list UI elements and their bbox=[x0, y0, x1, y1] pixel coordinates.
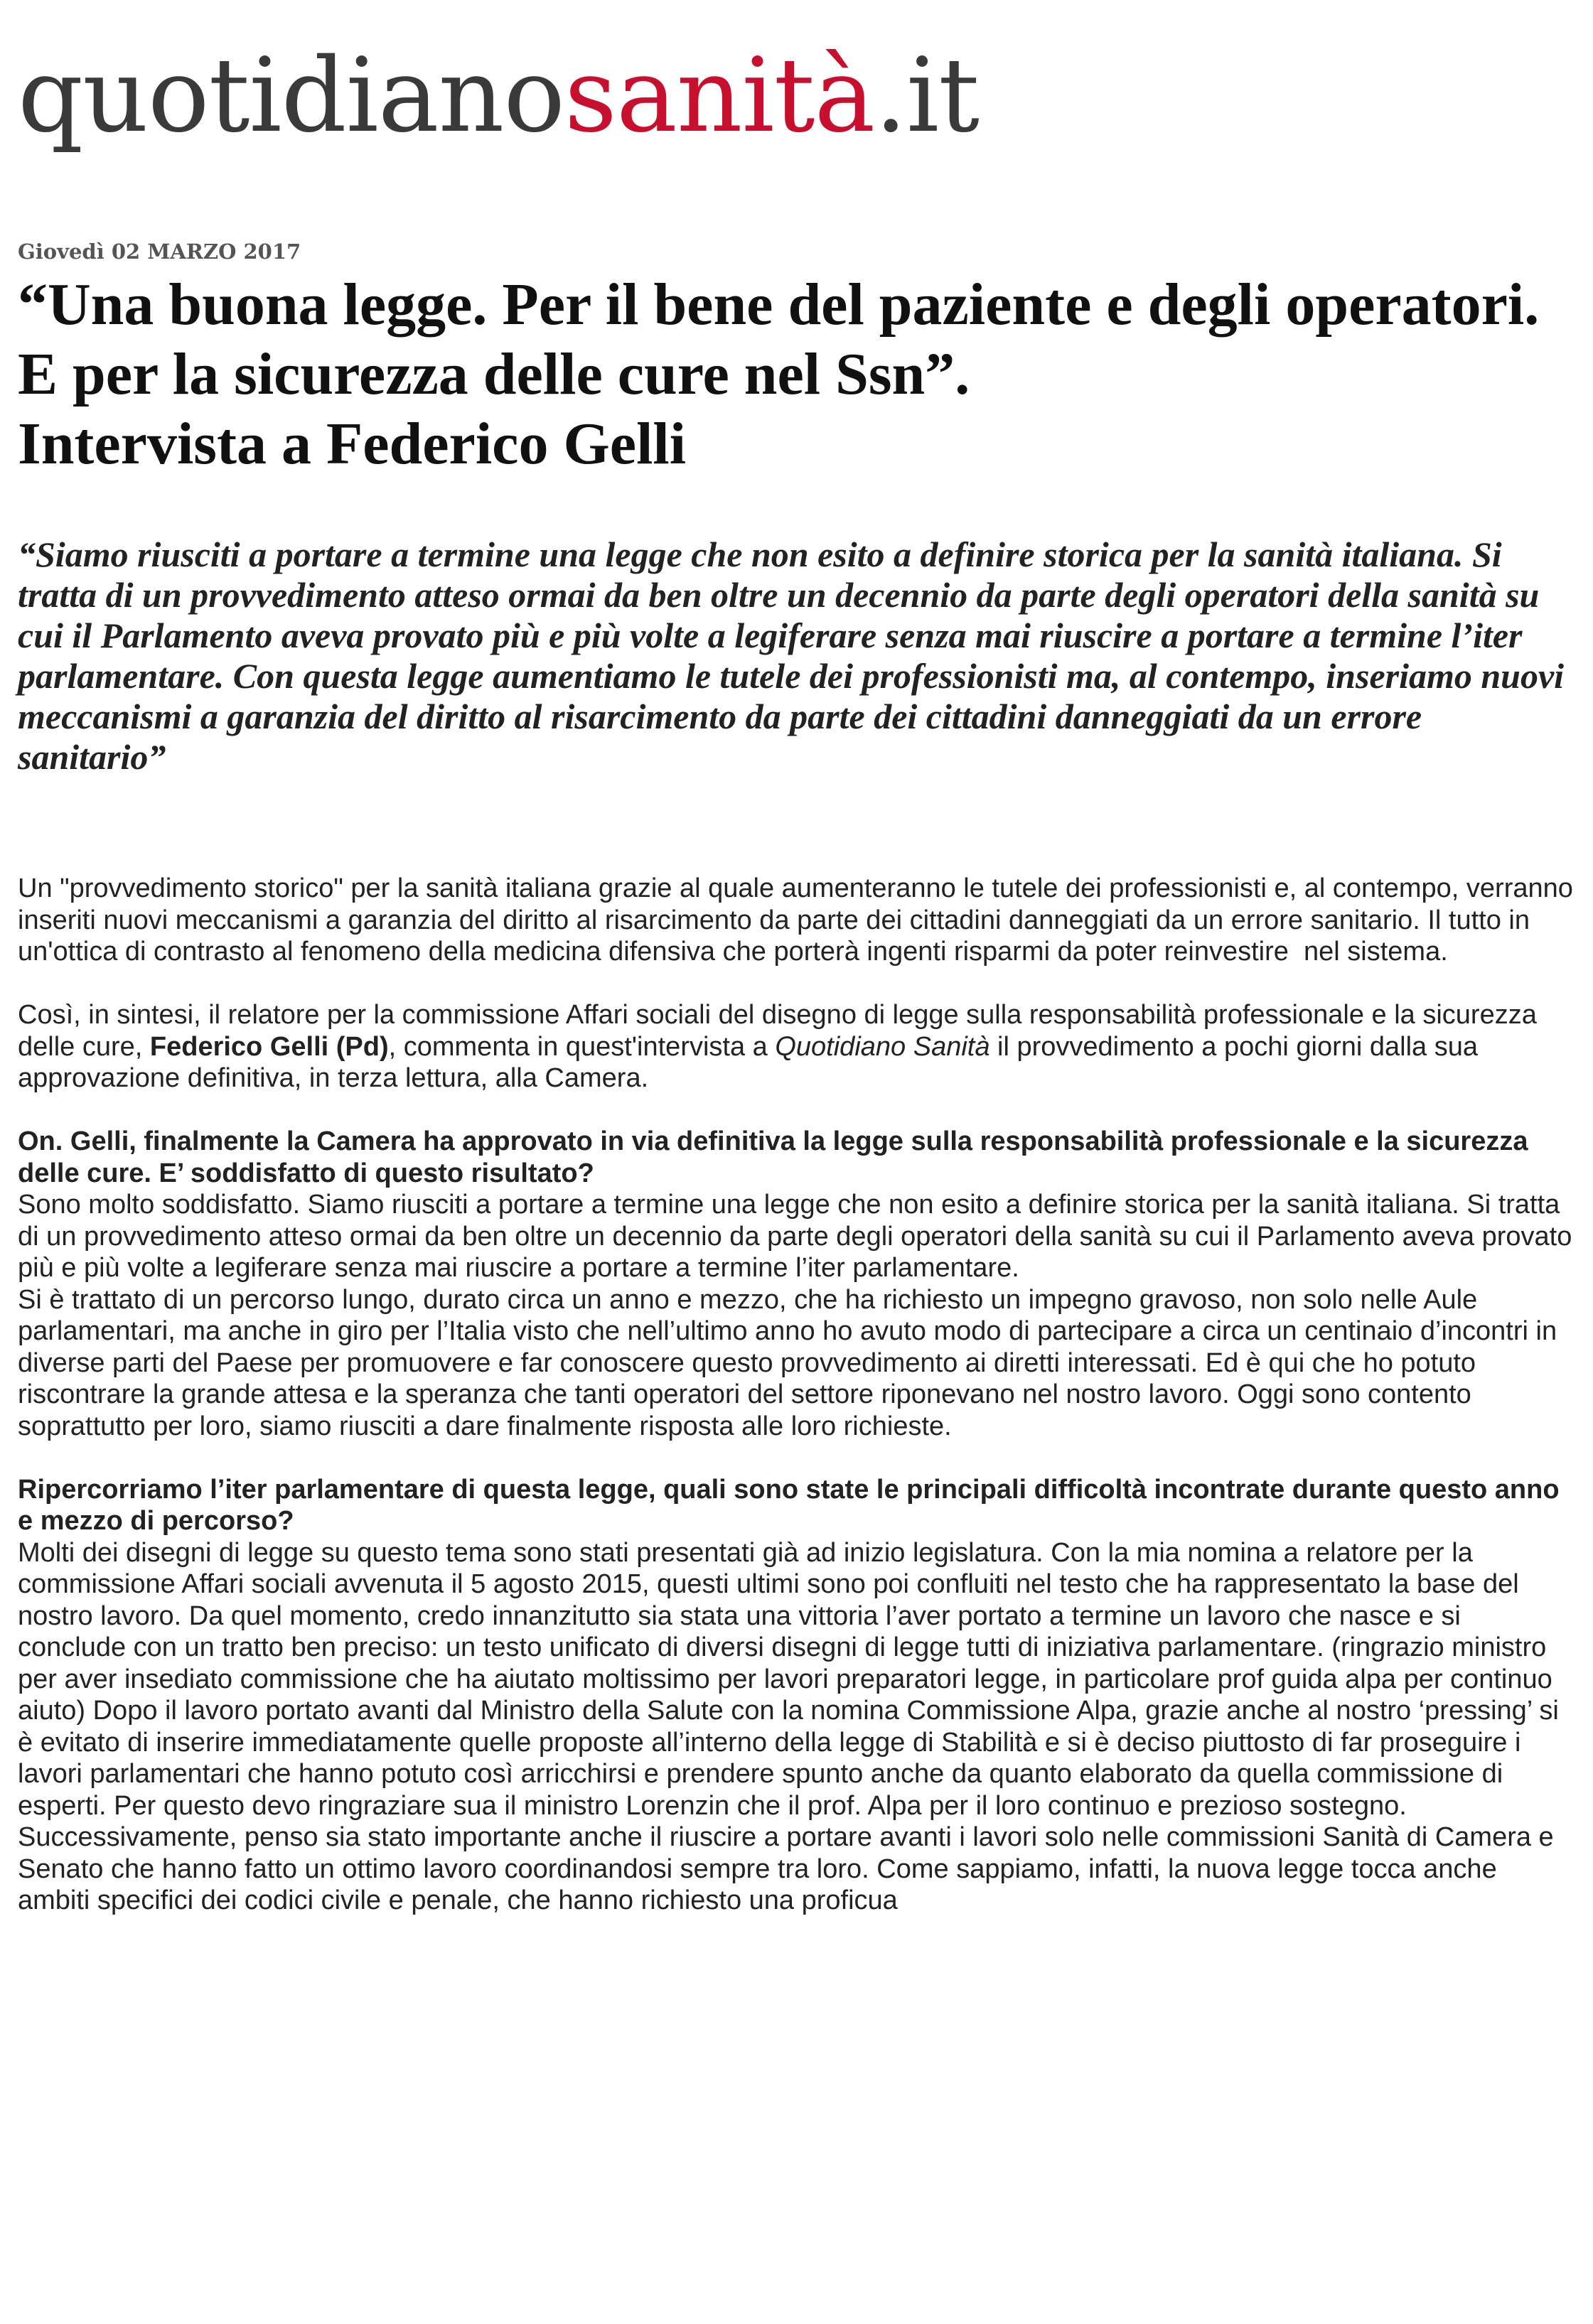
interview-answer-2a: Molti dei disegni di legge su questo tema sono stati presentati già ad inizio legislatura. Con la mia nomina a relatore per la commissione Affari sociali avvenuta il 5 agosto 2015, questi ultimi sono poi confluiti nel testo che ha rappresentato la base del nostro lavoro. Da quel momento, credo innanzitutto sia stata una vittoria l’aver portato a termine un lavoro che nasce e si conclude con un tratto ben preciso: un testo unificato di diversi disegni di legge tutti di iniziativa parlamentare. (ringrazio ministro per aver insediato commissione che ha aiutato moltissimo per lavori preparatori legge, in particolare prof guida alpa per continuo aiuto) Dopo il lavoro portato avanti dal Ministro della Salute con la nomina Commissione Alpa, grazie anche al nostro ‘pressing’ si è evitato di inserire immediatamente quelle proposte all’interno della legge di Stabilità e si è deciso piuttosto di far proseguire i lavori parlamentari che hanno potuto così arricchirsi e prendere spunto anche da quanto elaborato da quella commissione di esperti. Per questo devo ringraziare sua il ministro Lorenzin che il prof. Alpa per il loro continuo e prezioso sostegno. bbox=[18, 1537, 1567, 1821]
article-lead: “Siamo riusciti a portare a termine una legge che non esito a definire storica per la sanità italiana. Si tratta di un provvedimento atteso ormai da ben oltre un decennio da parte degli operatori della sanità su cui il Parlamento aveva provato più e più volte a legiferare senza mai riuscire a portare a termine l’iter parlamentare. Con questa legge aumentiamo le tutele dei professionisti ma, al contempo, inseriamo nuovi meccanismi a garanzia del diritto al risarcimento da parte dei cittadini danneggiati da un errore sanitario” bbox=[18, 534, 1565, 777]
interview-answer-2b: Successivamente, penso sia stato importante anche il riuscire a portare avanti i lavori solo nelle commissioni Sanità di Camera e Senato che hanno fatto un ottimo lavoro coordinandosi sempre tra loro. Come sappiamo, infatti, la nuova legge tocca anche ambiti specifici dei codici civile e penale, che hanno richiesto una proficua bbox=[18, 1822, 1562, 1915]
paragraph-gap bbox=[18, 1094, 1575, 1126]
article-title: “Una buona legge. Per il bene del paziente e degli operatori. E per la sicurezza delle cure nel Ssn”. bbox=[18, 271, 1540, 407]
logo-tld: .it bbox=[874, 36, 980, 155]
article-headline bbox=[18, 270, 1575, 479]
body-paragraph-summary bbox=[18, 999, 1575, 1094]
article-body bbox=[18, 873, 1581, 1917]
article-date: Giovedì 02 MARZO 2017 bbox=[18, 240, 301, 264]
interview-question-1: On. Gelli, finalmente la Camera ha approvato in via definitiva la legge sulla responsabilità professionale e la sicurezza delle cure. E’ soddisfatto di questo risultato? bbox=[18, 1126, 1536, 1188]
site-logo[interactable] bbox=[18, 36, 980, 155]
body-paragraph-intro: Un "provvedimento storico" per la sanità italiana grazie al quale aumenteranno le tutele dei professionisti e, al contempo, verranno inseriti nuovi meccanismi a garanzia del diritto al risarcimento da parte dei cittadini danneggiati da un errore sanitario. Il tutto in un'ottica di contrasto al fenomeno della medicina difensiva che porterà ingenti risparmi da poter reinvestire nel sistema. bbox=[18, 873, 1581, 967]
publication-name: Quotidiano Sanità bbox=[775, 1031, 990, 1062]
interviewee-name: Federico Gelli (Pd) bbox=[149, 1031, 389, 1062]
interview-answer-1b: Si è trattato di un percorso lungo, durato circa un anno e mezzo, che ha richiesto un impegno gravoso, non solo nelle Aule parlamentari, ma anche in giro per l’Italia visto che nell’ultimo anno ho avuto modo di partecipare a circa un centinaio d’incontri in diverse parti del Paese per promuovere e far conoscere questo provvedimento ai diretti interessati. Ed è qui che ho potuto riscontrare la grande attesa e la speranza che tanti operatori del settore riponevano nel nostro lavoro. Oggi sono contento soprattutto per loro, siamo riusciti a dare finalmente risposta alle loro richieste. bbox=[18, 1284, 1565, 1441]
interview-question-2: Ripercorriamo l’iter parlamentare di questa legge, quali sono state le principali difficoltà incontrate durante questo anno e mezzo di percorso? bbox=[18, 1474, 1567, 1536]
logo-sanita: sanità bbox=[564, 36, 875, 155]
summary-text-start: Così, in sintesi, il relatore per la commissione Affari sociali del disegno di legge sulla responsabilità professionale e la sicurezza delle cure, bbox=[18, 1000, 1545, 1062]
interview-answer-1a: Sono molto soddisfatto. Siamo riusciti a portare a termine una legge che non esito a definire storica per la sanità italiana. Si tratta di un provvedimento atteso ormai da ben oltre un decennio da parte degli operatori della sanità su cui il Parlamento aveva provato più e più volte a legiferare senza mai riuscire a portare a termine l’iter parlamentare. bbox=[18, 1190, 1579, 1283]
summary-text-end: il provvedimento a pochi giorni dalla sua approvazione definitiva, in terza lettura, alla Camera. bbox=[18, 1031, 1486, 1093]
paragraph-gap bbox=[18, 1442, 1575, 1474]
paragraph-gap bbox=[18, 968, 1575, 1000]
article-subtitle: Intervista a Federico Gelli bbox=[18, 411, 687, 477]
summary-text-middle: , commenta in quest'intervista a bbox=[388, 1031, 776, 1062]
logo-quotidiano: quotidiano bbox=[18, 36, 565, 155]
